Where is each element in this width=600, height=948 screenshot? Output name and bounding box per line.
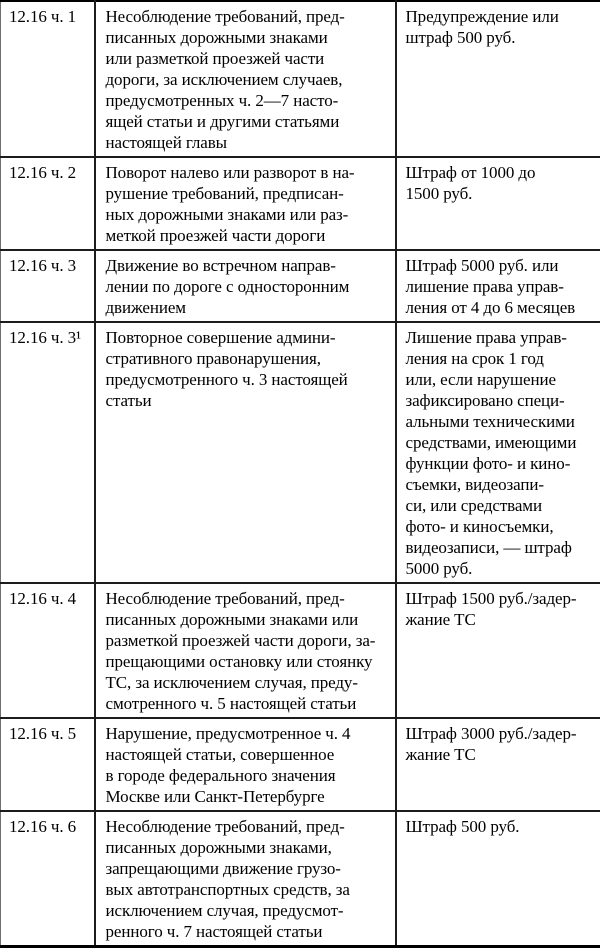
table-row <box>1 583 600 718</box>
penalty-cell: Штраф 500 руб. <box>396 811 600 947</box>
table-row <box>1 250 600 322</box>
penalty-cell: Штраф 5000 руб. или лишение права управ- ления от 4 до 6 месяцев <box>396 250 600 322</box>
article-cell: 12.16 ч. 2 <box>1 157 95 250</box>
article-cell: 12.16 ч. 4 <box>1 583 95 718</box>
article-cell: 12.16 ч. 3¹ <box>1 322 95 583</box>
penalty-cell: Штраф 1500 руб./задер- жание ТС <box>396 583 600 718</box>
article-cell: 12.16 ч. 6 <box>1 811 95 947</box>
penalty-cell: Предупреждение или штраф 500 руб. <box>396 1 600 157</box>
violation-cell: Поворот налево или разворот в на- рушение требований, предписан- ных дорожными знаками или раз- меткой проезжей части дороги <box>95 157 396 250</box>
violation-cell: Несоблюдение требований, пред- писанных дорожными знаками, запрещающими движение грузо- вых автотранспортных средств, за исключением случая, предусмот- ренного ч. 7 настоящей статьи <box>95 811 396 947</box>
article-cell: 12.16 ч. 1 <box>1 1 95 157</box>
article-cell: 12.16 ч. 3 <box>1 250 95 322</box>
article-cell: 12.16 ч. 5 <box>1 718 95 811</box>
violation-cell: Движение во встречном направ- лении по дороге с односторонним движением <box>95 250 396 322</box>
table-row <box>1 718 600 811</box>
table-row <box>1 811 600 947</box>
table-row <box>1 322 600 583</box>
penalty-cell: Штраф 3000 руб./задер- жание ТС <box>396 718 600 811</box>
violation-cell: Несоблюдение требований, пред- писанных дорожными знаками или разметкой проезжей части дороги, за исключением случаев, предусмотренных ч. 2—7 насто- ящей статьи и другими статьями настоящей главы <box>95 1 396 157</box>
violation-cell: Нарушение, предусмотренное ч. 4 настоящей статьи, совершенное в городе федерального значения Москве или Санкт-Петербурге <box>95 718 396 811</box>
penalty-cell: Штраф от 1000 до 1500 руб. <box>396 157 600 250</box>
penalty-cell: Лишение права управ- ления на срок 1 год или, если нарушение зафиксировано специ- альными техническими средствами, имеющими функции фото- и кино- съемки, видеозапи- си, или средствами фото- и киносъемки, видеозаписи, — штраф 5000 руб. <box>396 322 600 583</box>
violation-cell: Повторное совершение админи- стративного правонарушения, предусмотренного ч. 3 настоящей статьи <box>95 322 396 583</box>
violation-cell: Несоблюдение требований, пред- писанных дорожными знаками или разметкой проезжей части дороги, за- прещающими остановку или стоянку ТС, за исключением случая, преду- смотренного ч. 5 настоящей статьи <box>95 583 396 718</box>
table-row <box>1 1 600 157</box>
table-row <box>1 157 600 250</box>
